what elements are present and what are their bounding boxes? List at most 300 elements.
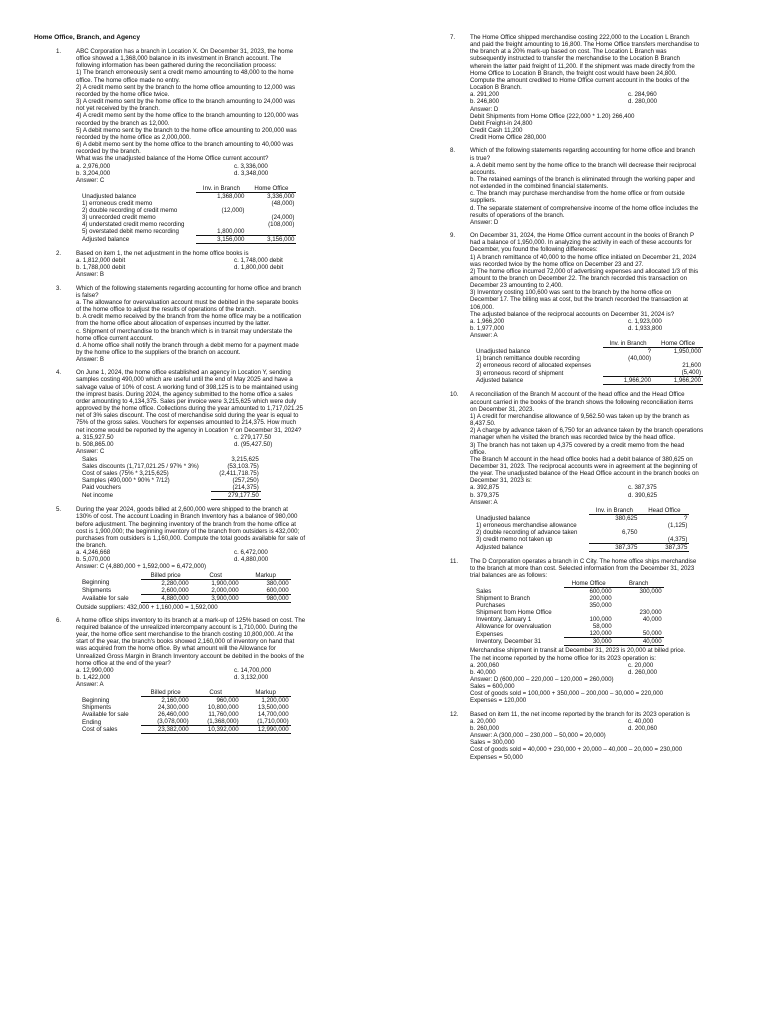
answer-options (470, 91, 738, 105)
answer-options (470, 662, 738, 676)
option: b. 5,070,000 (76, 556, 111, 564)
table-header-cell: Home Office (564, 580, 614, 588)
question-item (34, 506, 374, 611)
option: a. 392,875 (470, 484, 500, 492)
question-text-line: wherein the latter paid freight of 11,200. If the shipment was made directly from the (470, 62, 695, 70)
option: c. 1,923,000 (628, 317, 662, 325)
table-header-cell: Head Office (639, 507, 689, 515)
table-cell: 100,000 (589, 616, 612, 624)
table-cell: 3) unrecorded credit memo (82, 213, 156, 221)
table-row (80, 477, 261, 484)
question-item (428, 391, 738, 552)
question-text-line: 6) A debit memo sent by the home office to the branch amounting to 40,000 was (76, 141, 294, 149)
table-row (474, 529, 689, 536)
table-row (80, 228, 296, 236)
question-text-line: year, the home office sent merchandise to the branch costing 10,800,000. At the (76, 631, 294, 639)
note-line: Expenses = 120,000 (470, 697, 527, 705)
table-row (80, 192, 296, 200)
table-cell: Allowance for overvaluation (476, 623, 552, 631)
table-cell (196, 214, 246, 221)
calculation-table (474, 580, 664, 646)
right-column (428, 34, 738, 767)
table-cell: 3,215,625 (231, 456, 259, 464)
table-row (474, 369, 703, 377)
table-header-cell: Home Office (246, 185, 296, 193)
question-text-line: results of operations of the branch. (470, 211, 565, 219)
table-cell: (12,000) (221, 206, 245, 214)
answer-options (470, 318, 738, 332)
question-text-line: 5) A debit memo sent by the branch to the home office amounting to 200,000 was (76, 126, 297, 134)
table-cell: 3,336,000 (267, 192, 295, 200)
question-text-line: from the home office about allocation of expenses incurred by the latter. (76, 320, 271, 328)
calculation-table (80, 572, 291, 603)
table-cell: Expenses (476, 630, 503, 638)
note-line: Debit Shipments from Home Office (222,000 * 1.20) 266,400 (470, 112, 635, 120)
table-cell: 2) double recording of credit memo (82, 206, 178, 214)
question-text-line: the imprest basis. During 2024, the agency submitted to the home office a sales (76, 390, 293, 398)
table-header-row (80, 689, 291, 697)
question-item (428, 711, 738, 761)
table-cell: 1,200,000 (261, 697, 289, 705)
option: a. 291,200 (470, 91, 500, 99)
table-row (80, 697, 291, 705)
table-cell: Shipment from Home Office (476, 609, 552, 617)
answer-line: Answer: A (470, 332, 498, 340)
question-item (34, 250, 374, 279)
table-cell: 350,000 (589, 602, 612, 610)
table-cell: 120,000 (564, 630, 614, 638)
question-text-line: accounts. (470, 168, 497, 176)
table-cell: 2) erroneous record of allocated expenses (476, 362, 592, 370)
question-number: 7. (450, 34, 456, 41)
table-cell (653, 355, 703, 362)
question-text-line: 1) The branch erroneously sent a credit memo amounting to 48,000 to the home (76, 69, 294, 77)
question-text-line: 3) The branch has not taken up 4,375 covered by a credit memo from the head (470, 441, 685, 449)
note-line: Outside suppliers: 432,000 + 1,160,000 = 1,592,000 (76, 603, 218, 611)
question-text-line: 3) A credit memo sent by the home office to the branch amounting to 24,000 was (76, 98, 296, 106)
question-item (428, 232, 738, 385)
table-cell: 279,177.50 (211, 492, 261, 500)
question-text-line: b. The retained earnings of the branch is eliminated through the working paper and (470, 175, 695, 183)
question-text-line: The net income reported by the home office for its 2023 operation is: (470, 654, 656, 662)
table-cell (246, 228, 296, 236)
question-text-line: suppliers. (470, 197, 497, 205)
table-row (474, 595, 664, 602)
option: a. 200,060 (470, 661, 500, 669)
calculation-table (80, 185, 296, 244)
question-text-line: subsequently instructed to transfer the merchandise to the Location B Branch (470, 55, 680, 63)
question-text-line: salvage value of 10% of cost. A working fund of 398,125 is to be maintained using (76, 383, 298, 391)
question-text-line: purchases from outsiders is 1,160,000. Compute the total goods available for sale of (76, 534, 306, 542)
table-row (80, 579, 291, 587)
question-text-line: recorded by the branch as 12,000. (76, 119, 170, 127)
table-cell: (214,375) (211, 484, 261, 492)
answer-options (76, 257, 374, 271)
table-cell: Net income (82, 492, 114, 500)
question-text-line: was recorded twice by the home office on December 23 and 27. (470, 260, 644, 268)
table-cell: 2,600,000 (141, 587, 191, 595)
question-text-line: c. Shipment of merchandise to the branch which is in transit may understate the (76, 327, 293, 335)
option: d. 3,348,000 (234, 169, 269, 177)
table-cell: (257,250) (232, 477, 259, 485)
table-cell: Available for sale (82, 594, 129, 602)
table-row (80, 235, 296, 243)
table-cell: (48,000) (271, 199, 295, 207)
question-text-line: Compute the amount credited to Home Office current account in the books of the (470, 76, 690, 84)
table-cell: 10,800,000 (207, 704, 239, 712)
table-cell: Samples (490,000 * 90% * 7/12) (82, 477, 170, 485)
option: d. 200,060 (628, 724, 658, 732)
option: c. 6,472,000 (234, 549, 268, 557)
table-cell: Inventory, January 1 (476, 616, 532, 624)
question-number: 1. (56, 48, 62, 55)
table-header-row (474, 507, 689, 515)
table-cell (603, 369, 653, 377)
table-header-cell: Inv. in Branch (603, 340, 653, 348)
question-item (428, 34, 738, 141)
table-row (80, 587, 291, 595)
question-text-line: On June 1, 2024, the home office established an agency in Location Y, sending (76, 369, 291, 377)
table-cell: 10,392,000 (191, 726, 241, 734)
table-cell: Paid vouchers (82, 484, 121, 492)
table-cell: 30,000 (564, 638, 614, 646)
table-cell: 1,950,000 (673, 348, 702, 356)
answer-options (76, 434, 374, 448)
option: d. 1,800,000 debit (234, 264, 284, 272)
question-text-line: office. (470, 448, 487, 456)
question-text-line: 2) A credit memo sent by the branch to the home office amounting to 12,000 was (76, 83, 296, 91)
table-header-cell: Cost (191, 689, 241, 697)
question-text-line: of the home office to adjust the results of operations of the branch. (76, 306, 257, 314)
table-cell (196, 221, 246, 228)
question-item (34, 48, 374, 244)
table-cell: Beginning (82, 697, 110, 705)
question-text-line: 106,000. (470, 303, 494, 311)
table-cell: 1) erroneous merchandise allowance (476, 521, 577, 529)
note-line: Expenses = 50,000 (470, 753, 523, 761)
answer-line: Answer: B (76, 271, 104, 279)
table-header-row (474, 580, 664, 588)
question-text-line: Which of the following statements regarding accounting for home office and branch (470, 147, 696, 155)
table-row (80, 456, 261, 463)
table-header-cell: Billed price (141, 689, 191, 697)
question-text-line: c. The branch may purchase merchandise from the home office or from outside (470, 190, 685, 198)
question-text-line: a. The allowance for overvaluation account must be debited in the separate books (76, 298, 299, 306)
table-cell: 13,500,000 (257, 704, 289, 712)
question-text-line: Based on item 11, the net income reported by the branch for its 2023 operation is (470, 710, 691, 718)
option: a. 1,812,000 debit (76, 257, 126, 265)
table-cell: 26,460,000 (157, 711, 189, 719)
question-item (34, 617, 374, 735)
table-row (80, 200, 296, 207)
table-cell: 3) erroneous record of shipment (476, 369, 564, 377)
option: c. 279,177.50 (234, 433, 272, 441)
table-cell: 230,000 (639, 609, 662, 617)
question-text-line: 75% of the gross sales. Vouchers for expenses amounted to 214,375. How much (76, 419, 297, 427)
option: d. (95,427.50) (234, 440, 273, 448)
option: a. 1,966,200 (470, 317, 505, 325)
table-cell (614, 595, 664, 602)
table-cell: 380,000 (266, 579, 289, 587)
note-line: Cost of goods sold = 100,000 + 350,000 – 200,000 – 30,000 = 220,000 (470, 690, 664, 698)
option: c. 1,748,000 debit (234, 257, 283, 265)
table-cell: 1) erroneous credit memo (82, 199, 153, 207)
table-cell: Cost of sales (82, 726, 118, 734)
table-cell: 1,900,000 (211, 579, 239, 587)
answer-line: Answer: B (76, 356, 104, 364)
question-text-line: 1) A credit for merchandise allowance of 9,562.50 was taken up by the branch as (470, 412, 690, 420)
table-cell (196, 200, 246, 207)
question-number: 4. (56, 369, 62, 377)
option: c. 14,700,000 (234, 666, 272, 674)
table-cell: 40,000 (642, 616, 662, 624)
table-cell: (53,103.75) (227, 463, 259, 471)
table-row (80, 726, 291, 734)
option: c. 387,375 (628, 484, 657, 492)
table-cell: 58,000 (592, 623, 612, 631)
table-header-row (80, 185, 296, 193)
question-text-line: order amounting to 4,134,375. Sales per invoice were 3,215,625 which were duly (76, 397, 297, 405)
question-text-line: Unrealized Gross Margin in Branch Inventory account be debited in the books of the (76, 652, 305, 660)
table-row (474, 536, 689, 544)
question-text-line: The Branch M account in the head office books had a debit balance of 380,625 on (470, 455, 693, 463)
table-cell: Ending (82, 718, 102, 726)
table-row (80, 214, 296, 221)
question-text-line: amount to the branch on December 22. The branch recorded this transaction on (470, 275, 687, 282)
table-row (474, 638, 664, 646)
question-number: 10. (450, 391, 459, 399)
table-row (474, 362, 703, 369)
table-cell: 4,880,000 (141, 594, 191, 602)
table-header-row (474, 340, 703, 348)
answer-options (470, 484, 738, 498)
question-text-line: not yet received by the branch. (76, 105, 160, 113)
table-cell: Adjusted balance (476, 543, 524, 551)
question-text-line: Location B Branch. (470, 84, 522, 92)
table-cell: Adjusted balance (476, 377, 524, 385)
option: b. 379,375 (470, 491, 500, 499)
question-item (428, 558, 738, 705)
question-text-line: not extended in the combined financial statements. (470, 183, 609, 191)
table-row (80, 484, 261, 492)
table-row (80, 718, 291, 726)
table-header-cell: Inv. in Branch (196, 185, 246, 193)
table-cell: 4) understated credit memo recording (82, 220, 185, 228)
table-cell: 3,156,000 (246, 235, 296, 243)
table-cell: (4,375) (639, 536, 689, 544)
option: b. 1,422,000 (76, 674, 111, 681)
question-text-line: samples costing 490,000 which are useful until the end of May 2025 and have a (76, 376, 293, 384)
question-text-line: December 31, 2023. The reciprocal accounts were in agreement at the beginning of (470, 462, 698, 470)
question-text-line: 2) The home office incurred 72,000 of advertising expenses and allocated 1/3 of this (470, 267, 699, 275)
table-cell: Unadjusted balance (476, 514, 531, 522)
table-cell: Shipments (82, 704, 112, 712)
question-number: 11. (450, 557, 459, 565)
question-text-line: ABC Corporation has a branch in Location X. On December 31, 2023, the home (76, 48, 294, 55)
table-cell (614, 602, 664, 609)
table-cell: 3) credit memo not taken up (476, 536, 553, 544)
question-text-line: start of the year, the branch's books showed 2,160,000 of inventory on hand that (76, 638, 295, 646)
question-text-line: net income would be reported by the agency in Location Y on December 31, 2024? (76, 426, 302, 434)
question-text-line: was acquired from the home office. By what amount will the Allowance for (76, 645, 276, 653)
table-cell: ? (683, 514, 688, 522)
option: d. 3,132,000 (234, 674, 269, 681)
option: c. 40,000 (628, 717, 654, 725)
table-cell: Adjusted balance (82, 235, 130, 243)
question-text-line: December 17. The billing was at cost, but the branch recorded the transaction at (470, 296, 689, 304)
answer-line: Answer: C (76, 176, 105, 184)
table-cell: 387,375 (589, 543, 639, 551)
question-text-line: the branch. (76, 541, 107, 549)
question-text-line: What was the unadjusted balance of the Home Office current account? (76, 155, 269, 163)
question-text-line: the year. The unadjusted balance of the Head Office account in the branch books on (470, 470, 699, 478)
question-text-line: approved by the home office. Collections during the year amounted to 1,717,021.25 (76, 405, 303, 413)
table-cell: Cost of sales (75% * 3,215,625) (82, 470, 169, 478)
table-cell (246, 207, 296, 214)
question-text-line: to the branch at more than cost. Selected information from the December 31, 2023 (470, 565, 695, 573)
table-cell: 12,990,000 (241, 726, 291, 734)
answer-line: Answer: C (4,880,000 + 1,592,000 = 6,472,000) (76, 563, 207, 571)
table-cell: 300,000 (639, 588, 662, 596)
table-cell: 1) branch remittance double recording (476, 355, 580, 363)
table-row (80, 492, 261, 500)
table-header-cell: Cost (191, 572, 241, 580)
table-row (80, 470, 261, 477)
table-cell (614, 623, 664, 630)
question-text-line: the branch at a 20% mark-up based on cost. The Location L Branch was (470, 48, 667, 56)
question-item (428, 147, 738, 226)
question-text-line: 130% of cost. The account Loading in Branch Inventory has a balance of 980,000 (76, 513, 298, 521)
answer-line: Answer: D (470, 105, 499, 113)
question-text-line: office showed a 1,368,000 balance in its investment in Branch account. The (76, 55, 282, 63)
question-number: 12. (450, 710, 459, 718)
question-item (34, 369, 374, 500)
table-cell: (1,125) (667, 521, 688, 529)
table-cell: Shipment to Branch (476, 595, 530, 603)
table-row (474, 514, 689, 522)
table-row (80, 207, 296, 214)
answer-line: Answer: A (300,000 – 230,000 – 50,000 = 20,000) (470, 732, 606, 740)
option: d. 280,000 (628, 98, 658, 106)
question-text-line: 8,437.50. (470, 420, 496, 428)
table-cell: Unadjusted balance (476, 348, 531, 356)
question-text-line: December 31, 2023 is: (470, 477, 532, 485)
question-text-line: The D Corporation operates a branch in C City. The home office ships merchandise (470, 557, 697, 565)
table-cell: 980,000 (241, 594, 291, 602)
table-cell: ? (647, 348, 652, 356)
table-cell: Shipments (82, 586, 112, 594)
option: a. 4,246,668 (76, 549, 111, 557)
table-row (80, 221, 296, 228)
table-cell: (2,411,718.75) (219, 470, 259, 478)
table-cell: 6,750 (622, 528, 638, 536)
answer-options (76, 549, 374, 563)
question-text-line: following information has been gathered during the reconciliation process: (76, 62, 277, 70)
table-cell: 387,375 (639, 543, 689, 551)
question-text-line: 2) A charge by advance taken of 6,750 for an advance taken by the branch operations (470, 427, 704, 435)
table-cell: 11,760,000 (208, 711, 239, 719)
table-cell: 23,382,000 (141, 726, 191, 734)
table-header-cell: Inv. in Branch (589, 507, 639, 515)
question-text-line: The Home Office shipped merchandise costing 222,000 to the Location L Branch (470, 34, 690, 41)
option: b. 1,977,000 (470, 325, 505, 333)
table-cell: 5) overstated debit memo recording (82, 228, 179, 236)
option: d. 1,933,800 (628, 325, 663, 333)
option: b. 40,000 (470, 668, 496, 676)
table-cell: (24,000) (271, 213, 295, 221)
question-text-line: A home office ships inventory to its branch at a mark-up of 125% based on cost. The (76, 616, 306, 624)
note-line: Credit Home Office 280,000 (470, 134, 547, 142)
table-row (474, 616, 664, 623)
question-text-line: account carried in the books of the branch shows the following reconciliation items (470, 398, 694, 406)
question-text-line: 3) Inventory costing 100,600 was sent to the branch by the home office on (470, 289, 672, 297)
question-text-line: Merchandise shipment in transit at December 31, 2023 is 20,000 at billed price. (470, 647, 686, 655)
answer-line: Answer: A (76, 681, 104, 689)
question-text-line: home office at the end of the year? (76, 659, 171, 667)
calculation-table (80, 689, 291, 734)
option: a. 20,000 (470, 717, 496, 725)
table-cell: 40,000 (614, 638, 664, 646)
table-row (474, 543, 689, 551)
table-cell: 1,800,000 (196, 228, 246, 236)
table-cell: Sales (82, 456, 98, 464)
table-cell: Unadjusted balance (82, 192, 137, 200)
table-cell: 2,000,000 (191, 587, 241, 595)
table-cell: 3,900,000 (191, 594, 241, 602)
table-row (474, 602, 664, 609)
question-number: 2. (56, 249, 62, 257)
table-cell: 600,000 (241, 587, 291, 595)
option: c. 284,960 (628, 91, 657, 99)
question-text-line: d. The separate statement of comprehensive income of the home office includes the (470, 204, 699, 212)
question-text-line: is true? (470, 154, 491, 162)
table-row (474, 588, 664, 596)
answer-options (470, 718, 738, 732)
calculation-table (80, 456, 261, 500)
table-header-cell: Billed price (141, 572, 191, 580)
note-line: Sales = 300,000 (470, 739, 515, 747)
question-text-line: and paid the freight amounting to 16,800. The Home Office transfers merchandise to (470, 41, 700, 49)
question-text-line: office. The home office made no entry. (76, 76, 180, 84)
table-row (474, 630, 664, 638)
table-cell (589, 536, 639, 544)
table-cell: (5,400) (653, 369, 703, 377)
table-row (474, 348, 703, 356)
question-text-line: During the year 2024, goods billed at 2,600,000 were shipped to the branch at (76, 506, 288, 514)
table-header-cell (80, 185, 196, 193)
question-text-line: by the home office to the suppliers of the branch on account. (76, 349, 241, 356)
question-text-line: December 23 amounting to 2,400. (470, 282, 563, 290)
question-text-line: 4) A credit memo sent by the home office to the branch amounting to 120,000 was (76, 112, 299, 120)
table-cell: 960,000 (216, 697, 239, 705)
option: a. 12,990,000 (76, 666, 114, 674)
table-cell (639, 529, 689, 536)
question-text-line: on December 31, 2023. (470, 405, 535, 413)
option: b. 246,800 (470, 98, 500, 106)
table-cell: 200,000 (589, 595, 612, 603)
table-row (80, 594, 291, 602)
table-cell: Inventory, December 31 (476, 638, 542, 646)
question-text-line: 1) A branch remittance of 40,000 to the home office initiated on December 21, 2024 (470, 253, 697, 261)
question-text-line: Based on item 1, the net adjustment in the home office books is (76, 249, 249, 257)
table-cell: 24,300,000 (157, 704, 189, 712)
table-cell: 50,000 (614, 630, 664, 638)
question-text-line: recorded by the home office twice. (76, 90, 170, 98)
option: d. 4,880,000 (234, 556, 269, 564)
option: a. 315,927.50 (76, 433, 114, 441)
question-text-line: had a balance of 1,950,000. In analyzing the activity in each of these accounts for (470, 239, 692, 247)
table-cell: (3,078,000) (141, 718, 191, 726)
